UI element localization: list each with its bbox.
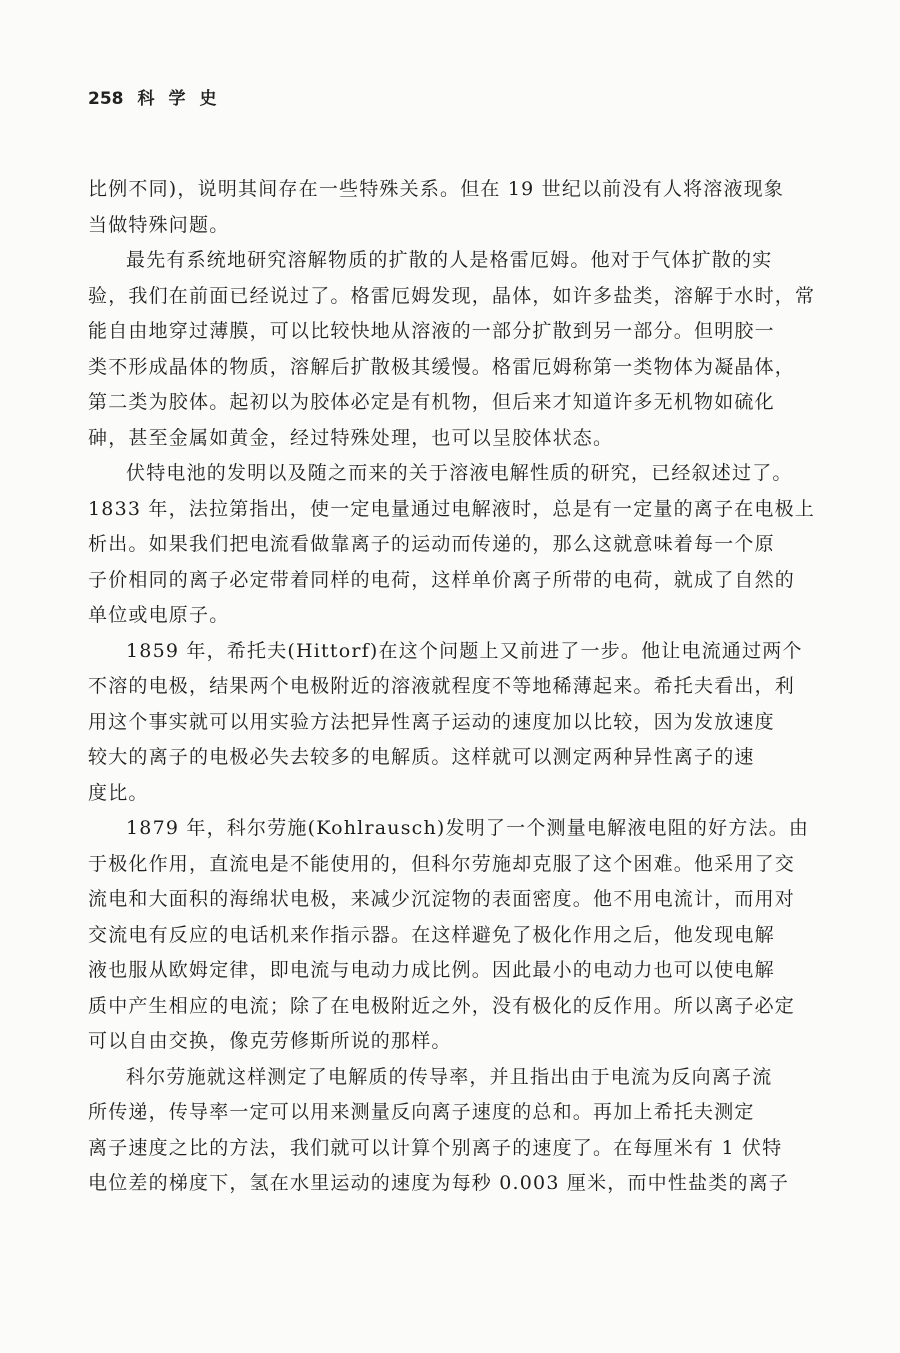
text-line: 较大的离子的电极必失去较多的电解质。这样就可以测定两种异性离子的速	[88, 746, 755, 768]
text-line: 用这个事实就可以用实验方法把异性离子运动的速度加以比较，因为发放速度	[88, 710, 775, 733]
text-line: 流电和大面积的海绵状电极，来减少沉淀物的表面密度。他不用电流计，而用对	[88, 888, 796, 910]
text-line: 电位差的梯度下，氢在水里运动的速度为每秒 0.003 厘米，而中性盐类的离子	[88, 1172, 790, 1194]
text-line: 可以自由交换，像克劳修斯所说的那样。	[88, 1030, 452, 1052]
book-title: 科学史	[137, 89, 231, 109]
paragraph	[88, 1060, 812, 1202]
body-text	[88, 172, 816, 1202]
text-line: 质中产生相应的电流；除了在电极附近之外，没有极化的反作用。所以离子必定	[88, 994, 796, 1017]
text-line: 伏特电池的发明以及随之而来的关于溶液电解性质的研究，已经叙述过了。	[126, 462, 793, 484]
text-line: 比例不同)，说明其间存在一些特殊关系。但在 19 世纪以前没有人将溶液现象	[88, 178, 785, 200]
text-line: 1879 年，科尔劳施(Kohlrausch)发明了一个测量电解液电阻的好方法。由	[126, 817, 810, 839]
text-line: 科尔劳施就这样测定了电解质的传导率，并且指出由于电流为反向离子流	[126, 1065, 773, 1088]
text-line: 砷，甚至金属如黄金，经过特殊处理，也可以呈胶体状态。	[88, 426, 614, 449]
text-line: 不溶的电极，结果两个电极附近的溶液就程度不等地稀薄起来。希托夫看出，利	[88, 675, 796, 697]
text-line: 第二类为胶体。起初以为胶体必定是有机物，但后来才知道许多无机物如硫化	[88, 391, 775, 413]
paragraph	[88, 243, 816, 456]
page-number: 258	[88, 89, 124, 109]
text-line: 类不形成晶体的物质，溶解后扩散极其缓慢。格雷厄姆称第一类物体为凝晶体，	[88, 355, 796, 378]
text-line: 当做特殊问题。	[88, 213, 230, 236]
text-line: 子价相同的离子必定带着同样的电荷，这样单价离子所带的电荷，就成了自然的	[88, 568, 796, 591]
text-line: 能自由地穿过薄膜，可以比较快地从溶液的一部分扩散到另一部分。但明胶一	[88, 320, 775, 342]
running-head	[88, 84, 231, 109]
paragraph	[88, 172, 812, 243]
text-line: 液也服从欧姆定律，即电流与电动力成比例。因此最小的电动力也可以使电解	[88, 959, 775, 981]
text-line: 验，我们在前面已经说过了。格雷厄姆发现，晶体，如许多盐类，溶解于水时，常	[88, 284, 816, 307]
text-line: 离子速度之比的方法，我们就可以计算个别离子的速度了。在每厘米有 1 伏特	[88, 1136, 783, 1159]
text-line: 所传递，传导率一定可以用来测量反向离子速度的总和。再加上希托夫测定	[88, 1101, 755, 1123]
text-line: 交流电有反应的电话机来作指示器。在这样避免了极化作用之后，他发现电解	[88, 923, 775, 946]
text-line: 单位或电原子。	[88, 604, 230, 626]
paragraph	[88, 634, 812, 812]
text-line: 析出。如果我们把电流看做靠离子的运动而传递的，那么这就意味着每一个原	[88, 533, 775, 555]
paragraph	[88, 811, 812, 1060]
text-line: 1859 年，希托夫(Hittorf)在这个问题上又前进了一步。他让电流通过两个	[126, 639, 803, 662]
text-line: 最先有系统地研究溶解物质的扩散的人是格雷厄姆。他对于气体扩散的实	[126, 249, 773, 271]
text-line: 度比。	[88, 781, 149, 804]
text-line: 于极化作用，直流电是不能使用的，但科尔劳施却克服了这个困难。他采用了交	[88, 852, 796, 875]
paragraph	[88, 456, 815, 634]
text-line: 1833 年，法拉第指出，使一定电量通过电解液时，总是有一定量的离子在电极上	[88, 497, 815, 520]
